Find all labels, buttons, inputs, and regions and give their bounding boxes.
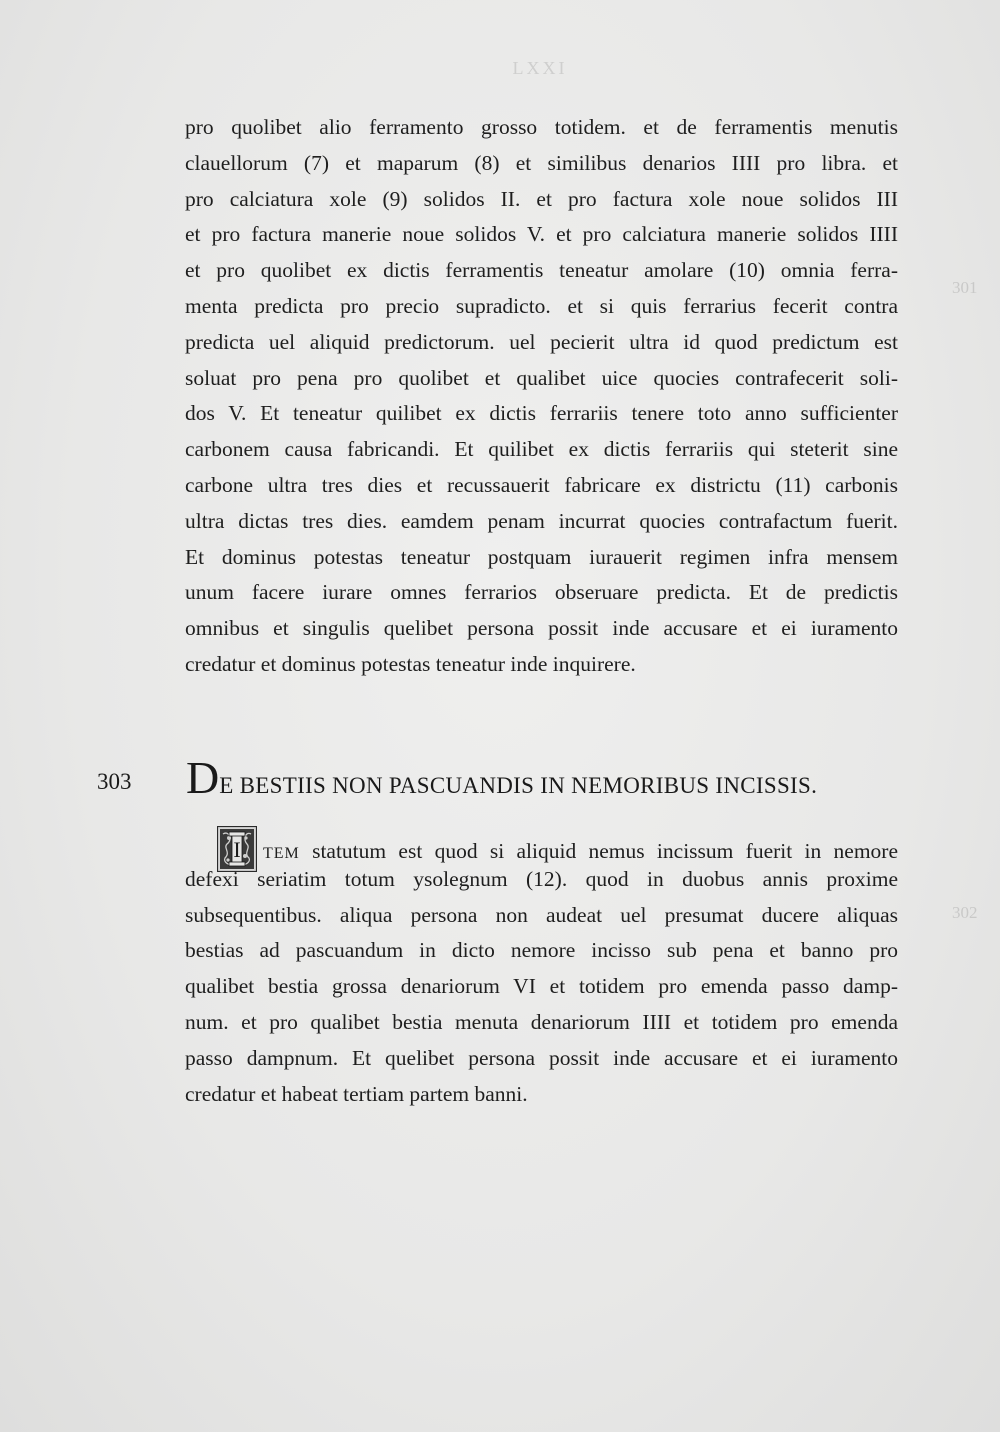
section-continuation-text [185,110,898,683]
text-line: clauellorum (7) et maparum (8) et similibus denarios IIII pro libra. et [185,150,898,175]
section-number: 303 [97,769,132,794]
text-line: carbonem causa fabricandi. Et quilibet ex dictis ferrariis qui steterit sine [185,437,898,462]
text-line: qualibet bestia grossa denariorum VI et totidem pro emenda passo damp- [185,974,898,999]
heading-initial: D [186,752,220,803]
text-line: predicta uel aliquid predictorum. uel pecierit ultra id quod predictum est [185,329,898,354]
text-line: pro calciatura xole (9) solidos II. et pro factura xole noue solidos III [185,186,898,211]
running-header-mark: LXXI [512,58,568,78]
text-line: pro quolibet alio ferramento grosso totidem. et de ferramentis menutis [185,115,898,139]
text-line: soluat pro pena pro quolibet et qualibet uice quocies contrafecerit soli- [185,365,898,390]
text-line: passo dampnum. Et quelibet persona possit inde accusare et ei iuramento [185,1045,898,1070]
section-body-text [185,826,898,1112]
svg-text:I: I [233,837,241,862]
text-line: credatur et dominus potestas teneatur inde inquirere. [185,651,636,676]
first-word-smallcaps: TEM [263,845,300,862]
text-line: subsequentibus. aliqua persona non audeat uel presumat ducere aliquas [185,902,898,927]
text-line: credatur et habeat tertiam partem banni. [185,1081,528,1106]
margin-number-bleed-top: 301 [952,278,978,297]
section-heading [186,752,899,803]
text-line: dos V. Et teneatur quilibet ex dictis ferrariis tenere toto anno sufficienter [185,401,898,426]
text-line: defexi seriatim totum ysolegnum (12). quod in duobus annis proxime [185,866,898,891]
text-line-first [185,826,898,862]
text-line: num. et pro qualibet bestia menuta denariorum IIII et totidem pro emenda [185,1009,898,1034]
first-line-text: statutum est quod si aliquid nemus incissum fuerit in nemore [312,839,898,863]
text-line: omnibus et singulis quelibet persona possit inde accusare et ei iuramento [185,616,898,641]
text-line: et pro quolibet ex dictis ferramentis teneatur amolare (10) omnia ferra- [185,258,898,283]
text-line: et pro factura manerie noue solidos V. et pro calciatura manerie solidos IIII [185,222,898,247]
text-line: ultra dictas tres dies. eamdem penam incurrat quocies contrafactum fuerit. [185,508,898,533]
text-line: menta predicta pro precio supradicto. et si quis ferrarius fecerit contra [185,293,898,318]
heading-text: E BESTIIS NON PASCUANDIS IN NEMORIBUS INCISSIS. [219,773,818,798]
text-line: bestias ad pascuandum in dicto nemore incisso sub pena et banno pro [185,938,898,963]
text-line: Et dominus potestas teneatur postquam iurauerit regimen infra mensem [185,544,898,569]
text-line: carbone ultra tres dies et recussauerit fabricare ex districtu (11) carbonis [185,472,898,497]
margin-number-bleed-bottom: 302 [952,903,978,922]
text-line: unum facere iurare omnes ferrarios obseruare predicta. Et de predictis [185,580,898,605]
